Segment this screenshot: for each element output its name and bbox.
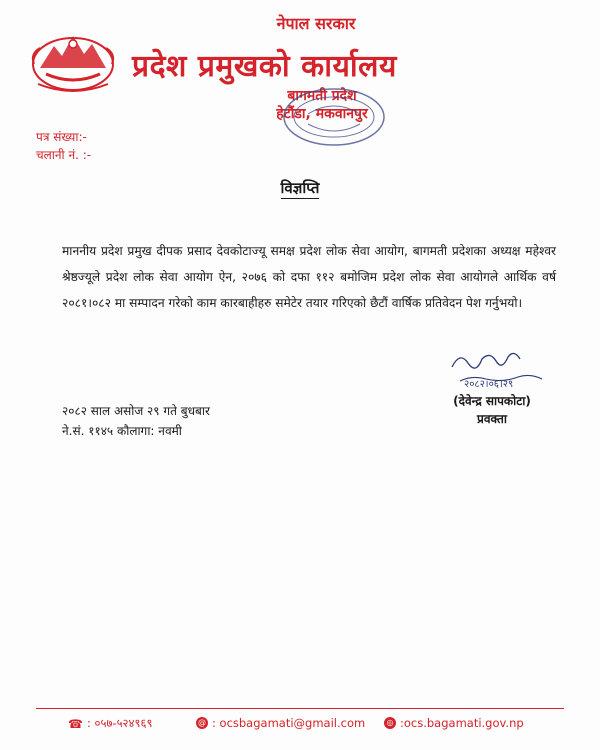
press-release-body: माननीय प्रदेश प्रमुख दीपक प्रसाद देवकोटाज्यू समक्ष प्रदेश लोक सेवा आयोग, बागमती प्रदेशका अध्यक्ष महेश्वर श्रेष्ठज्यूले प्रदेश लोक सेवा आयोग ऐन, २०७६ को दफा ११२ बमोजिम प्रदेश लोक सेवा आयोगले आर्थिक वर्ष २०८१।०८२ मा सम्पादन गरेको काम कारबाहीहरु समेटेर तयार गरिएको छैटौं वार्षिक प्रतिवेदन पेश गर्नुभयो। xyxy=(62,244,556,310)
province-name: बागमती प्रदेश xyxy=(287,88,357,104)
city-name: हेटौंडा, मकवानपुर xyxy=(276,106,368,122)
footer-website[interactable] xyxy=(384,716,524,730)
bs-date: २०८२ साल असोज २९ गते बुधबार xyxy=(62,404,210,418)
email-address[interactable]: : ocsbagamati@gmail.com xyxy=(212,716,366,730)
dispatch-number-label: चलानी नं. :- xyxy=(36,148,92,162)
globe-icon: ◎ xyxy=(384,717,396,729)
footer-email[interactable] xyxy=(196,716,365,730)
footer-divider xyxy=(36,708,564,709)
phone-number: : ०५७-५२४९६९ xyxy=(86,716,153,730)
phone-icon: ☎ xyxy=(68,716,83,731)
office-name: प्रदेश प्रमुखको कार्यालय xyxy=(132,49,397,84)
official-stamp xyxy=(278,84,390,150)
signatory-name: (देवेन्द्र सापकोटा) xyxy=(453,394,531,408)
government-name: नेपाल सरकार xyxy=(276,14,356,33)
handwritten-signature xyxy=(446,345,556,389)
title-text: विज्ञप्ति xyxy=(280,179,320,197)
ns-date: ने.सं. ११४५ कौलागा: नवमी xyxy=(62,424,182,438)
signature-date: २०८२।०६।२९ xyxy=(464,379,514,389)
website-url[interactable]: :ocs.bagamati.gov.np xyxy=(400,716,524,730)
document-title xyxy=(0,178,600,198)
signatory-role: प्रवक्ता xyxy=(477,412,507,426)
email-icon: @ xyxy=(198,718,206,727)
footer-phone xyxy=(68,716,152,731)
letter-number-label: पत्र संख्या:- xyxy=(36,130,87,144)
footer-contacts xyxy=(0,716,600,738)
